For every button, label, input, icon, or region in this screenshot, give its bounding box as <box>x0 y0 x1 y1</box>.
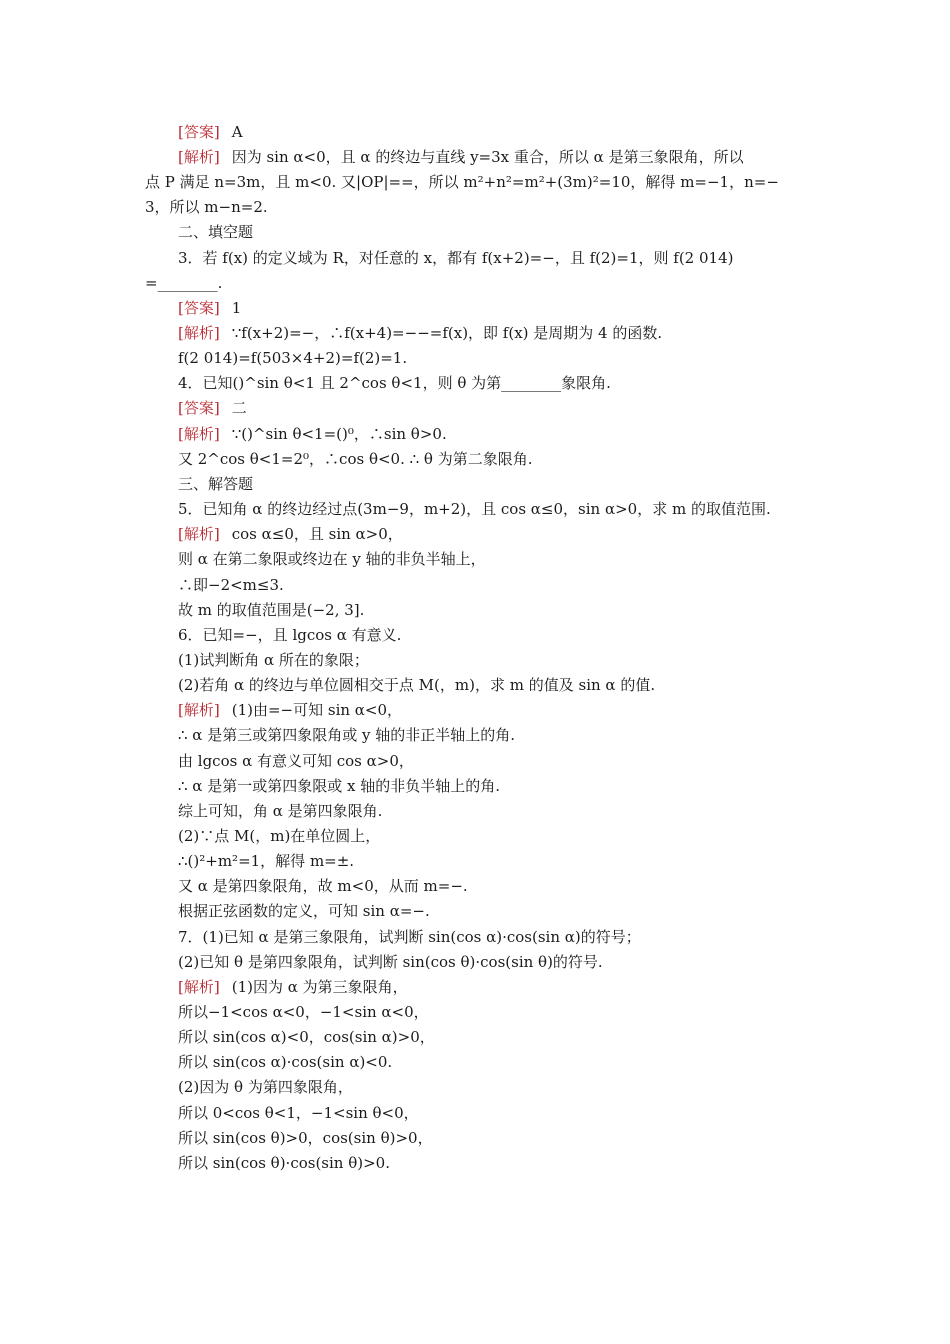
answer-line <box>178 396 247 421</box>
text-line <box>178 447 533 472</box>
line-text: 又 2^cos θ<1=2⁰，∴cos θ<0. ∴ θ 为第二象限角. <box>178 450 533 468</box>
line-text: 4．已知()^sin θ<1 且 2^cos θ<1，则 θ 为第________象限角. <box>178 374 611 392</box>
text-line <box>178 1000 429 1025</box>
line-text: 综上可知，角 α 是第四象限角. <box>178 802 383 820</box>
analysis-line <box>178 145 744 170</box>
section-heading <box>178 472 253 497</box>
text-line <box>178 346 407 371</box>
text-line <box>145 170 779 195</box>
analysis-tag: [解析] <box>178 425 220 443</box>
question-line <box>178 623 401 648</box>
text-line <box>178 874 468 899</box>
line-text: A <box>231 123 243 141</box>
line-text: =________. <box>145 274 223 292</box>
line-text: (2)因为 θ 为第四象限角， <box>178 1078 353 1096</box>
text-line <box>178 1025 435 1050</box>
analysis-tag: [解析] <box>178 525 220 543</box>
text-line <box>178 1101 419 1126</box>
line-text: 二 <box>231 399 247 417</box>
line-text: (1)由=−可知 sin α<0， <box>231 701 403 719</box>
line-text: (1)试判断角 α 所在的象限； <box>178 651 369 669</box>
analysis-line <box>178 321 662 346</box>
text-line <box>178 598 364 623</box>
line-text: 所以 sin(cos α)·cos(sin α)<0. <box>178 1053 393 1071</box>
line-text: (1)因为 α 为第三象限角， <box>231 978 408 996</box>
line-text: ∵()^sin θ<1=()⁰，∴sin θ>0. <box>231 425 447 443</box>
line-text: ∴即−2<m≤3. <box>178 576 284 594</box>
line-text: 因为 sin α<0，且 α 的终边与直线 y=3x 重合，所以 α 是第三象限角，所以 <box>231 148 744 166</box>
text-line <box>178 849 354 874</box>
line-text: (2)∵点 M(，m)在单位圆上， <box>178 827 381 845</box>
text-line <box>178 1050 392 1075</box>
line-text: f(2 014)=f(503×4+2)=f(2)=1. <box>178 349 408 367</box>
line-text: 所以 sin(cos α)<0，cos(sin α)>0， <box>178 1028 435 1046</box>
text-line <box>178 1151 390 1176</box>
line-text: 5．已知角 α 的终边经过点(3m−9，m+2)，且 cos α≤0，sin α>0，求 m 的取值范围. <box>178 500 771 518</box>
question-line <box>178 497 771 522</box>
line-text: (2)若角 α 的终边与单位圆相交于点 M(，m)，求 m 的值及 sin α 的值. <box>178 676 656 694</box>
analysis-tag: [解析] <box>178 701 220 719</box>
analysis-line <box>178 975 408 1000</box>
text-line <box>145 195 268 220</box>
line-text: 6．已知=−，且 lgcos α 有意义. <box>178 626 402 644</box>
question-line <box>178 925 641 950</box>
line-text: ∴ α 是第三或第四象限角或 y 轴的非正半轴上的角. <box>178 726 515 744</box>
line-text: 二、填空题 <box>178 223 254 241</box>
text-line <box>145 271 222 296</box>
answer-line <box>178 296 241 321</box>
text-line <box>178 799 382 824</box>
line-text: ∵f(x+2)=−，∴f(x+4)=−−=f(x)，即 f(x) 是周期为 4 的函数. <box>231 324 663 342</box>
question-line <box>178 246 733 271</box>
analysis-tag: [解析] <box>178 324 220 342</box>
line-text: 根据正弦函数的定义，可知 sin α=−. <box>178 902 430 920</box>
line-text: ∴ α 是第一或第四象限或 x 轴的非负半轴上的角. <box>178 777 500 795</box>
section-heading <box>178 220 253 245</box>
line-text: 所以 0<cos θ<1，−1<sin θ<0， <box>178 1104 419 1122</box>
line-text: 3，所以 m−n=2. <box>145 198 268 216</box>
question-line <box>178 371 611 396</box>
analysis-tag: [解析] <box>178 148 220 166</box>
analysis-line <box>178 698 402 723</box>
line-text: 点 P 满足 n=3m，且 m<0. 又|OP|==，所以 m²+n²=m²+(3m)²=10，解得 m=−1，n=− <box>145 173 779 191</box>
text-line <box>178 749 414 774</box>
answer-tag: [答案] <box>178 123 220 141</box>
analysis-tag: [解析] <box>178 978 220 996</box>
line-text: 1 <box>231 299 242 317</box>
text-line <box>178 648 369 673</box>
text-line <box>178 950 603 975</box>
line-text: 3．若 f(x) 的定义域为 R，对任意的 x，都有 f(x+2)=−，且 f(2)=1，则 f(2 014) <box>178 249 734 267</box>
answer-tag: [答案] <box>178 299 220 317</box>
text-line <box>178 723 515 748</box>
answer-line <box>178 120 243 145</box>
text-line <box>178 1075 353 1100</box>
line-text: 所以−1<cos α<0，−1<sin α<0， <box>178 1003 429 1021</box>
analysis-line <box>178 522 403 547</box>
text-line <box>178 673 655 698</box>
line-text: ∴()²+m²=1，解得 m=±. <box>178 852 355 870</box>
line-text: 所以 sin(cos θ)>0，cos(sin θ)>0， <box>178 1129 433 1147</box>
line-text: (2)已知 θ 是第四象限角，试判断 sin(cos θ)·cos(sin θ)的符号. <box>178 953 603 971</box>
text-line <box>178 1126 433 1151</box>
text-line <box>178 573 284 598</box>
answer-tag: [答案] <box>178 399 220 417</box>
line-text: 三、解答题 <box>178 475 254 493</box>
analysis-line <box>178 422 447 447</box>
line-text: 所以 sin(cos θ)·cos(sin θ)>0. <box>178 1154 390 1172</box>
text-line <box>178 824 380 849</box>
line-text: cos α≤0，且 sin α>0， <box>231 525 403 543</box>
line-text: 则 α 在第二象限或终边在 y 轴的非负半轴上， <box>178 550 486 568</box>
text-line <box>178 547 486 572</box>
line-text: 故 m 的取值范围是(−2, 3]. <box>178 601 365 619</box>
line-text: 又 α 是第四象限角，故 m<0，从而 m=−. <box>178 877 468 895</box>
text-line <box>178 899 430 924</box>
line-text: 由 lgcos α 有意义可知 cos α>0， <box>178 752 414 770</box>
line-text: 7．(1)已知 α 是第三象限角，试判断 sin(cos α)·cos(sin α)的符号； <box>178 928 641 946</box>
text-line <box>178 774 500 799</box>
